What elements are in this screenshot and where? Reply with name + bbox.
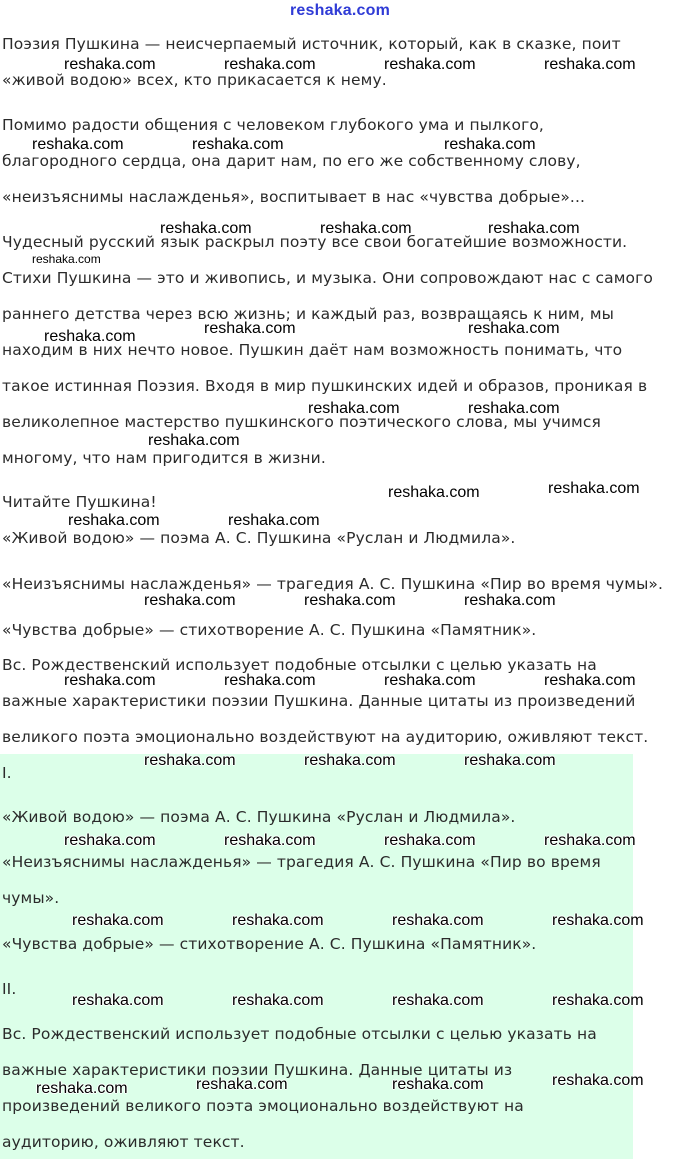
watermark: reshaka.com — [320, 220, 412, 237]
answer-line: «Чувства добрые» — стихотворение А. С. Пушкина «Памятник». — [2, 935, 537, 953]
text-line: «Живой водою» — поэма А. С. Пушкина «Руслан и Людмила». — [2, 529, 516, 547]
watermark: reshaka.com — [64, 56, 156, 73]
answer-section-marker: II. — [2, 980, 17, 998]
answer-section-marker: I. — [2, 764, 12, 782]
watermark: reshaka.com — [72, 992, 164, 1009]
watermark: reshaka.com — [224, 56, 316, 73]
watermark: reshaka.com — [224, 832, 316, 849]
watermark: reshaka.com — [384, 832, 476, 849]
text-line: великого поэта эмоционально воздействуют на аудиторию, оживляют текст. — [2, 728, 649, 746]
text-line: великолепное мастерство пушкинского поэтического слова, мы учимся — [2, 413, 601, 431]
answer-line: чумы». — [2, 889, 60, 907]
watermark: reshaka.com — [32, 252, 101, 266]
watermark: reshaka.com — [548, 480, 640, 497]
text-line: находим в них нечто новое. Пушкин даёт нам возможность понимать, что — [2, 341, 623, 359]
watermark: reshaka.com — [384, 56, 476, 73]
watermark: reshaka.com — [308, 400, 400, 417]
watermark: reshaka.com — [388, 484, 480, 501]
answer-line: аудиторию, оживляют текст. — [2, 1133, 245, 1151]
watermark: reshaka.com — [468, 400, 560, 417]
watermark: reshaka.com — [228, 512, 320, 529]
watermark: reshaka.com — [444, 136, 536, 153]
watermark: reshaka.com — [468, 320, 560, 337]
watermark: reshaka.com — [232, 912, 324, 929]
watermark: reshaka.com — [304, 752, 396, 769]
text-line: раннего детства через всю жизнь; и каждый раз, возвращаясь к ним, мы — [2, 305, 614, 323]
text-line: «Чувства добрые» — стихотворение А. С. Пушкина «Памятник». — [2, 621, 537, 639]
watermark: reshaka.com — [304, 592, 396, 609]
text-line: многому, что нам пригодится в жизни. — [2, 449, 326, 467]
answer-line: Вс. Рождественский использует подобные отсылки с целью указать на — [2, 1025, 597, 1043]
text-line: Вс. Рождественский использует подобные отсылки с целью указать на — [2, 656, 597, 674]
text-line: Помимо радости общения с человеком глубокого ума и пылкого, — [2, 116, 544, 134]
watermark: reshaka.com — [552, 992, 644, 1009]
text-line: «живой водою» всех, кто прикасается к нему. — [2, 71, 387, 89]
text-line: важные характеристики поэзии Пушкина. Данные цитаты из произведений — [2, 692, 636, 710]
watermark: reshaka.com — [160, 220, 252, 237]
answer-line: произведений великого поэта эмоционально воздействуют на — [2, 1097, 524, 1115]
watermark: reshaka.com — [148, 432, 240, 449]
watermark: reshaka.com — [464, 592, 556, 609]
text-line: Поэзия Пушкина — неисчерпаемый источник, который, как в сказке, поит — [2, 35, 621, 53]
watermark: reshaka.com — [204, 320, 296, 337]
text-line: «неизъяснимы наслажденья», воспитывает в нас «чувства добрые»... — [2, 188, 586, 206]
watermark: reshaka.com — [144, 752, 236, 769]
watermark: reshaka.com — [32, 136, 124, 153]
watermark: reshaka.com — [544, 832, 636, 849]
watermark: reshaka.com — [232, 992, 324, 1009]
text-line: Читайте Пушкина! — [2, 493, 157, 511]
watermark: reshaka.com — [392, 1076, 484, 1093]
watermark: reshaka.com — [196, 1076, 288, 1093]
watermark: reshaka.com — [488, 220, 580, 237]
watermark: reshaka.com — [392, 992, 484, 1009]
text-line: Чудесный русский язык раскрыл поэту все свои богатейшие возможности. — [2, 233, 628, 251]
watermark: reshaka.com — [552, 912, 644, 929]
watermark: reshaka.com — [192, 136, 284, 153]
watermark: reshaka.com — [44, 328, 136, 345]
watermark: reshaka.com — [36, 1080, 128, 1097]
watermark: reshaka.com — [464, 752, 556, 769]
answer-line: важные характеристики поэзии Пушкина. Данные цитаты из — [2, 1061, 513, 1079]
watermark: reshaka.com — [544, 56, 636, 73]
watermark: reshaka.com — [144, 592, 236, 609]
answer-line: «Живой водою» — поэма А. С. Пушкина «Руслан и Людмила». — [2, 808, 516, 826]
text-line: такое истинная Поэзия. Входя в мир пушкинских идей и образов, проникая в — [2, 377, 648, 395]
watermark: reshaka.com — [72, 912, 164, 929]
watermark: reshaka.com — [552, 1072, 644, 1089]
watermark: reshaka.com — [64, 672, 156, 689]
text-line: Стихи Пушкина — это и живопись, и музыка. Они сопровождают нас с самого — [2, 269, 653, 287]
watermark: reshaka.com — [384, 672, 476, 689]
text-line: «Неизъяснимы наслажденья» — трагедия А. С. Пушкина «Пир во время чумы». — [2, 575, 664, 593]
watermark: reshaka.com — [224, 672, 316, 689]
watermark: reshaka.com — [392, 912, 484, 929]
site-header-link[interactable]: reshaka.com — [289, 2, 391, 19]
watermark: reshaka.com — [544, 672, 636, 689]
text-line: благородного сердца, она дарит нам, по его же собственному слову, — [2, 152, 581, 170]
watermark: reshaka.com — [64, 832, 156, 849]
answer-line: «Неизъяснимы наслажденья» — трагедия А. С. Пушкина «Пир во время — [2, 853, 601, 871]
watermark: reshaka.com — [68, 512, 160, 529]
